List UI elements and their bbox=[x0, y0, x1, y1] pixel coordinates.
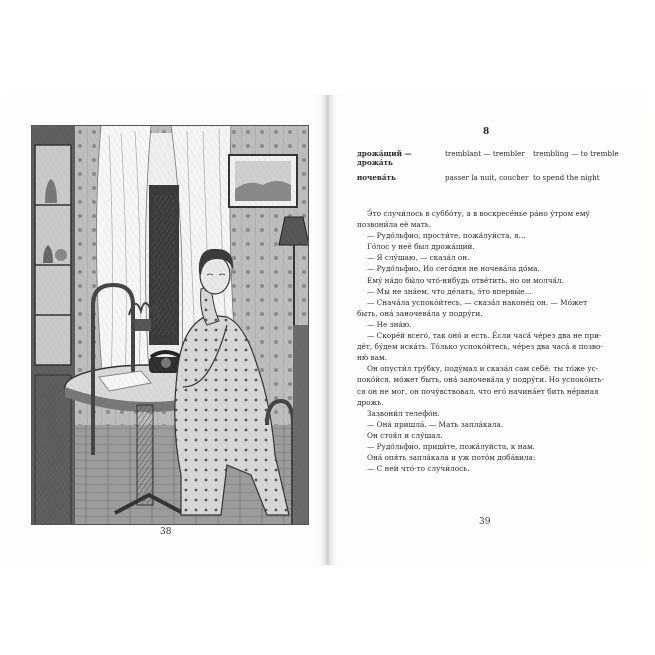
text-line: — Мы не зна́ем, что де́лать, э́то впервы́е... bbox=[367, 286, 532, 296]
text-line: дрожь. bbox=[357, 397, 384, 407]
text-line: ся он не мог, он почу́вствовал, что его́ начина́ет бить не́рвная bbox=[357, 386, 599, 396]
text-line: Он опусти́л тру́бку, поду́мал и сказа́л сам себе́: ты то́же ус- bbox=[367, 364, 599, 374]
right-page bbox=[330, 95, 648, 565]
book-spread bbox=[7, 95, 648, 565]
text-line: позвони́ла её мать. bbox=[357, 220, 432, 230]
page-number-right: 39 bbox=[479, 517, 491, 527]
vocab-french: tremblant — trembler bbox=[445, 149, 525, 158]
vocab-russian: ночева́ть bbox=[357, 173, 396, 182]
text-line: Э́то случи́лось в суббо́ту, а в воскресе́нье ра́но у́тром ему́ bbox=[367, 209, 590, 218]
text-line: — Рудо́льфио, Ио сего́дня не ночева́ла до́ма. bbox=[367, 264, 540, 274]
text-line: — Она́ пришла́. — Мать запла́кала. bbox=[367, 419, 504, 429]
text-line: — С ней что́-то случи́лось. bbox=[367, 464, 470, 474]
text-line: — Я слу́шаю, — сказа́л он. bbox=[367, 253, 470, 263]
vocab-french: passer la nuit, coucher bbox=[445, 173, 529, 182]
left-page bbox=[7, 95, 325, 565]
text-line: Зазвони́л телефо́н. bbox=[367, 408, 440, 418]
vocabulary-table bbox=[357, 149, 627, 188]
chapter-number: 8 bbox=[483, 127, 490, 137]
story-text bbox=[357, 208, 629, 474]
text-line: — Скоре́й всего́, так оно́ и есть. Е́сли часа́ че́рез два не при- bbox=[367, 331, 602, 341]
text-line: ню́ вам. bbox=[357, 353, 387, 363]
text-line: Ему́ на́до бы́ло что́-нибудь отве́тить, но он молча́л. bbox=[367, 275, 564, 285]
text-line: — Не зна́ю. bbox=[367, 319, 412, 329]
text-line: — Рудо́льфио, приди́те, пожа́луйста, к нам. bbox=[367, 441, 535, 451]
vocab-row bbox=[357, 149, 627, 167]
text-line: быть, она́ заночева́ла у подру́ги. bbox=[357, 308, 483, 318]
vocab-russian: дрожа́щий — дрожа́ть bbox=[357, 149, 412, 167]
text-line: дёт, бу́дем иска́ть. То́лько успоко́йтесь, че́рез два часа́ я позво- bbox=[357, 342, 603, 352]
vocab-row bbox=[357, 173, 627, 182]
text-line: — Рудо́льфио, прости́те, пожа́луйста, я... bbox=[367, 231, 526, 241]
text-line: Она́ опя́ть запла́кала и уж пото́м доба́вила: bbox=[367, 453, 536, 463]
text-line: — Снача́ла успоко́йтесь, — сказа́л наконе́ц он. — Мо́жет bbox=[367, 297, 588, 307]
vocab-english: to spend the night bbox=[533, 173, 600, 182]
page-number-left: 38 bbox=[160, 527, 172, 537]
text-line: поко́йся, мо́жет быть, она́ заночева́ла у подру́ги. Но успоко́ить- bbox=[357, 375, 604, 385]
woman-on-telephone-illustration bbox=[31, 125, 309, 525]
vocab-english: trembling — to tremble bbox=[533, 149, 619, 158]
text-line: Он стоя́л и слу́шал. bbox=[367, 430, 443, 440]
text-line: Го́лос у неё был дрожа́щий. bbox=[367, 242, 475, 252]
